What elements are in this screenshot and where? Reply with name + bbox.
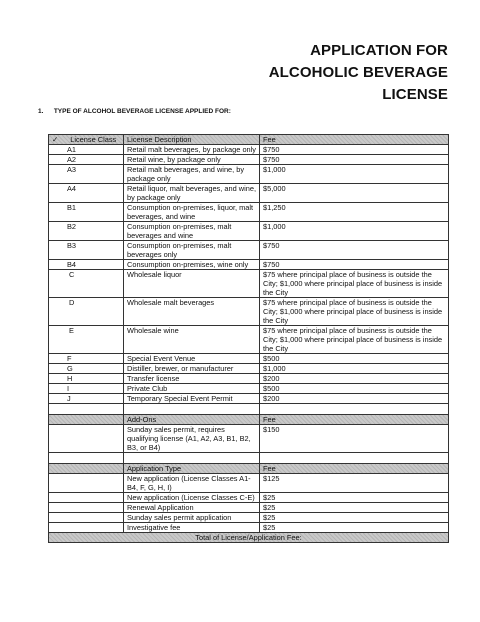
application-description: Renewal Application — [124, 503, 260, 513]
license-description: Temporary Special Event Permit — [124, 394, 260, 404]
license-fee: $200 — [260, 374, 449, 384]
application-fee: $25 — [260, 523, 449, 533]
application-fee: $25 — [260, 503, 449, 513]
license-class-header: ✓ License Class — [49, 135, 124, 145]
license-row — [49, 203, 449, 222]
application-row — [49, 493, 449, 503]
license-class[interactable]: B2 — [49, 222, 124, 241]
license-description: Retail wine, by package only — [124, 155, 260, 165]
license-fee: $750 — [260, 260, 449, 270]
license-description: Wholesale malt beverages — [124, 298, 260, 326]
license-description: Consumption on-premises, malt beverages and wine — [124, 222, 260, 241]
license-fee: $1,000 — [260, 165, 449, 184]
license-row — [49, 364, 449, 374]
addons-header: Add-Ons — [124, 415, 260, 425]
license-description: Private Club — [124, 384, 260, 394]
license-fee: $5,000 — [260, 184, 449, 203]
total-label: Total of License/Application Fee: — [49, 533, 449, 543]
license-class[interactable]: A4 — [49, 184, 124, 203]
license-row — [49, 384, 449, 394]
application-fee: $125 — [260, 474, 449, 493]
license-fee: $750 — [260, 241, 449, 260]
license-fee-header: Fee — [260, 135, 449, 145]
license-class[interactable]: C — [49, 270, 124, 298]
application-checkbox-cell[interactable] — [49, 523, 124, 533]
license-class[interactable]: F — [49, 354, 124, 364]
application-row — [49, 513, 449, 523]
application-description: New application (License Classes C-E) — [124, 493, 260, 503]
addon-fee: $150 — [260, 425, 449, 453]
license-row — [49, 374, 449, 384]
application-checkbox-cell[interactable] — [49, 503, 124, 513]
license-description: Retail malt beverages, and wine, by package only — [124, 165, 260, 184]
license-fee: $75 where principal place of business is outside the City; $1,000 where principal place of business is inside the City — [260, 326, 449, 354]
license-row — [49, 354, 449, 364]
license-class[interactable]: D — [49, 298, 124, 326]
license-class[interactable]: J — [49, 394, 124, 404]
application-row — [49, 523, 449, 533]
title-line-3: LICENSE — [382, 86, 448, 103]
section-number: 1. — [38, 108, 44, 115]
application-description: Investigative fee — [124, 523, 260, 533]
license-description: Consumption on-premises, malt beverages only — [124, 241, 260, 260]
license-class[interactable]: H — [49, 374, 124, 384]
license-fee: $75 where principal place of business is outside the City; $1,000 where principal place of business is inside the City — [260, 270, 449, 298]
license-description: Transfer license — [124, 374, 260, 384]
license-fee: $500 — [260, 384, 449, 394]
license-class[interactable]: I — [49, 384, 124, 394]
application-type-header: Application Type — [124, 464, 260, 474]
license-row — [49, 145, 449, 155]
license-description: Distiller, brewer, or manufacturer — [124, 364, 260, 374]
license-description: Retail liquor, malt beverages, and wine, by package only — [124, 184, 260, 203]
application-description: New application (License Classes A1-B4, F, G, H, I) — [124, 474, 260, 493]
section-heading — [38, 108, 231, 115]
section-title: TYPE OF ALCOHOL BEVERAGE LICENSE APPLIED FOR: — [53, 108, 231, 115]
spacer-row — [49, 453, 449, 464]
check-icon: ✓ — [52, 135, 59, 144]
license-fee: $200 — [260, 394, 449, 404]
license-fee: $1,000 — [260, 364, 449, 374]
license-row — [49, 155, 449, 165]
application-row — [49, 503, 449, 513]
license-fee: $750 — [260, 145, 449, 155]
spacer-row — [49, 404, 449, 415]
application-fee: $25 — [260, 493, 449, 503]
application-checkbox-cell[interactable] — [49, 493, 124, 503]
addons-fee-header: Fee — [260, 415, 449, 425]
license-description: Wholesale wine — [124, 326, 260, 354]
addons-header-row — [49, 415, 449, 425]
license-fee-table — [48, 134, 449, 543]
application-row — [49, 474, 449, 493]
license-fee: $500 — [260, 354, 449, 364]
license-row — [49, 222, 449, 241]
license-row — [49, 165, 449, 184]
license-row — [49, 241, 449, 260]
license-fee: $75 where principal place of business is outside the City; $1,000 where principal place of business is inside the City — [260, 298, 449, 326]
license-fee: $1,250 — [260, 203, 449, 222]
license-class[interactable]: B3 — [49, 241, 124, 260]
license-description: Special Event Venue — [124, 354, 260, 364]
application-description: Sunday sales permit application — [124, 513, 260, 523]
license-description: Wholesale liquor — [124, 270, 260, 298]
license-class[interactable]: B4 — [49, 260, 124, 270]
license-row — [49, 394, 449, 404]
license-description: Consumption on-premises, wine only — [124, 260, 260, 270]
license-class[interactable]: A2 — [49, 155, 124, 165]
application-header-row — [49, 464, 449, 474]
application-fee-header: Fee — [260, 464, 449, 474]
license-description-header: License Description — [124, 135, 260, 145]
license-class[interactable]: A3 — [49, 165, 124, 184]
license-row — [49, 270, 449, 298]
application-checkbox-cell[interactable] — [49, 513, 124, 523]
document-title — [269, 40, 448, 106]
application-fee: $25 — [260, 513, 449, 523]
addon-row — [49, 425, 449, 453]
license-fee: $750 — [260, 155, 449, 165]
license-row — [49, 298, 449, 326]
title-line-1: APPLICATION FOR — [310, 42, 448, 59]
license-class[interactable]: B1 — [49, 203, 124, 222]
license-class[interactable]: G — [49, 364, 124, 374]
license-class[interactable]: E — [49, 326, 124, 354]
license-description: Retail malt beverages, by package only — [124, 145, 260, 155]
license-fee: $1,000 — [260, 222, 449, 241]
total-row — [49, 533, 449, 543]
license-description: Consumption on-premises, liquor, malt beverages, and wine — [124, 203, 260, 222]
application-checkbox-cell[interactable] — [49, 474, 124, 493]
title-line-2: ALCOHOLIC BEVERAGE — [268, 64, 448, 81]
license-row — [49, 184, 449, 203]
license-class[interactable]: A1 — [49, 145, 124, 155]
license-row — [49, 260, 449, 270]
license-row — [49, 326, 449, 354]
addon-description: Sunday sales permit, requires qualifying license (A1, A2, A3, B1, B2, B3, or B4) — [124, 425, 260, 453]
addon-checkbox-cell[interactable] — [49, 425, 124, 453]
license-header-row — [49, 135, 449, 145]
